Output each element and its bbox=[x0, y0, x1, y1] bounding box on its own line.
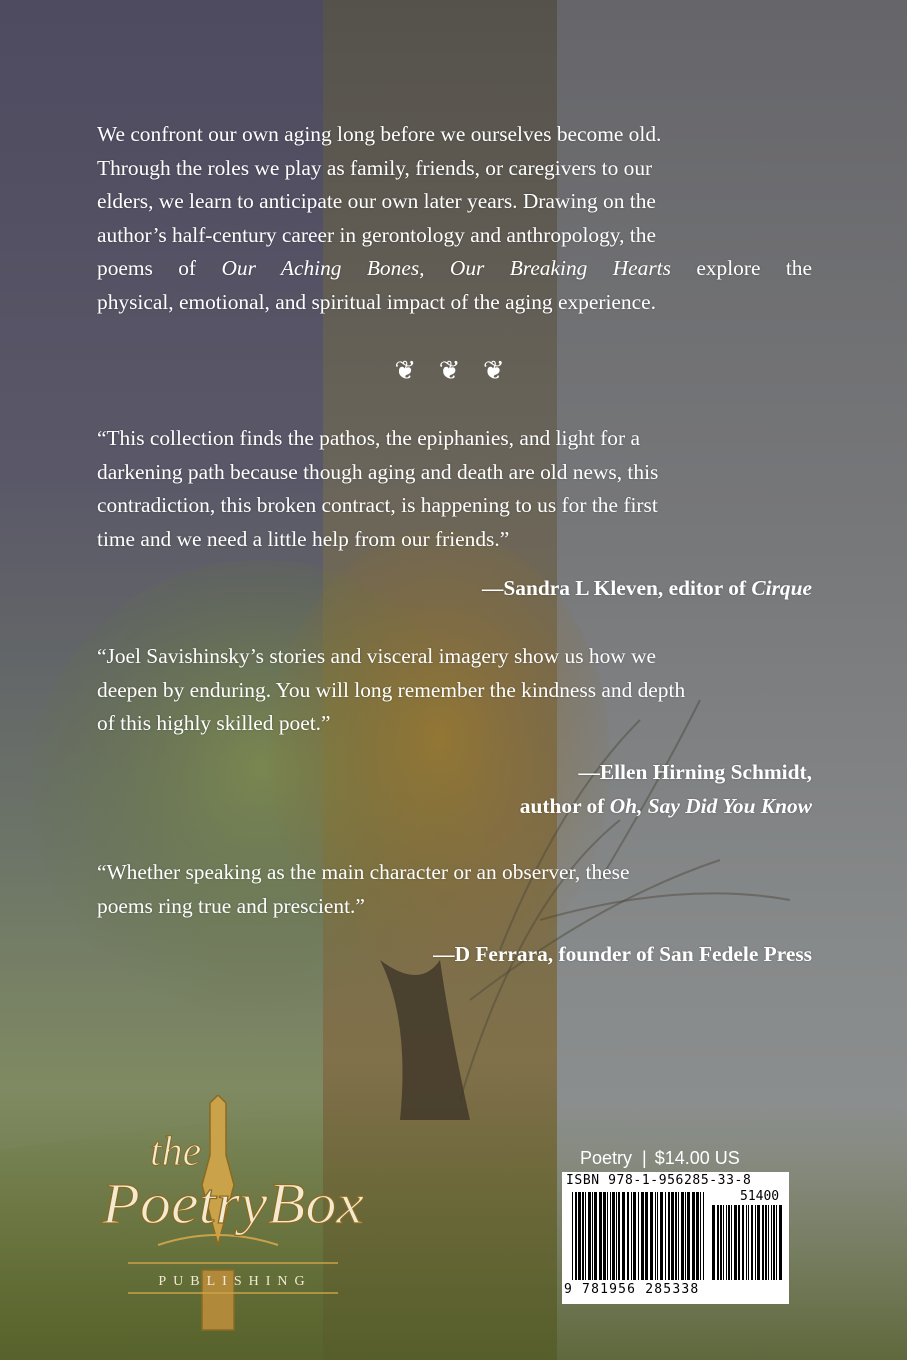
barcode-bar bbox=[687, 1192, 690, 1280]
barcode-bar bbox=[734, 1205, 737, 1280]
quote-line: “Whether speaking as the main character or an observer, these bbox=[97, 860, 630, 884]
ean-barcode-bars bbox=[572, 1192, 707, 1280]
description-line: elders, we learn to anticipate our own later years. Drawing on the bbox=[97, 189, 656, 214]
logo-name-text: PoetryBox bbox=[100, 1171, 365, 1236]
description-line: author’s half-century career in gerontology and anthropology, the bbox=[97, 222, 656, 247]
barcode-bar bbox=[618, 1192, 620, 1280]
description-line: Through the roles we play as family, friends, or caregivers to our bbox=[97, 155, 653, 180]
attribution-text: author of bbox=[519, 793, 605, 818]
barcode-bar bbox=[665, 1192, 666, 1280]
barcode-bar bbox=[592, 1192, 593, 1280]
quote-line: of this highly skilled poet.” bbox=[97, 711, 331, 736]
barcode-bar bbox=[685, 1192, 686, 1280]
barcode-bar bbox=[638, 1192, 639, 1280]
barcode-bar bbox=[773, 1205, 775, 1280]
description-line: physical, emotional, and spiritual impact of the aging experience. bbox=[97, 289, 656, 314]
endorsement-quote bbox=[97, 856, 812, 923]
barcode-bar bbox=[762, 1205, 764, 1280]
attribution-name: —Ellen Hirning Schmidt, bbox=[578, 760, 812, 784]
quote-line: darkening path because though aging and death are old news, this bbox=[97, 459, 659, 484]
barcode-bar bbox=[633, 1192, 636, 1280]
barcode-bar bbox=[599, 1192, 602, 1280]
barcode-bar bbox=[751, 1205, 753, 1280]
price-line bbox=[580, 1148, 740, 1169]
description-text: poems of bbox=[97, 256, 197, 281]
attribution-role bbox=[520, 790, 812, 824]
attribution-text: —Sandra L Kleven, editor of bbox=[481, 576, 747, 600]
barcode-bar bbox=[742, 1205, 744, 1280]
barcode-bar bbox=[610, 1192, 611, 1280]
book-title: Our Aching Bones, Our Breaking Hearts bbox=[221, 256, 671, 281]
barcode-bar bbox=[771, 1205, 772, 1280]
quote-line: deepen by enduring. You will long remember the kindness and depth bbox=[97, 677, 686, 702]
barcode-bar bbox=[594, 1192, 597, 1280]
barcode-bar bbox=[779, 1205, 782, 1280]
description-line bbox=[97, 252, 812, 286]
barcode-bar bbox=[765, 1205, 767, 1280]
description-line: We confront our own aging long before we ourselves become old. bbox=[97, 122, 662, 146]
barcode-bar bbox=[588, 1192, 591, 1280]
quote-line: “This collection finds the pathos, the epiphanies, and light for a bbox=[97, 426, 640, 450]
logo-the-text: the bbox=[150, 1129, 202, 1175]
barcode-bar bbox=[582, 1192, 584, 1280]
barcode-bar bbox=[660, 1192, 663, 1280]
genre-label: Poetry bbox=[580, 1148, 633, 1168]
isbn-barcode bbox=[562, 1172, 789, 1304]
barcode-bar bbox=[607, 1192, 608, 1280]
barcode-bar bbox=[700, 1192, 701, 1280]
poetry-box-publishing-logo bbox=[98, 1095, 373, 1335]
quote-attribution bbox=[482, 572, 812, 606]
description-text: explore the bbox=[696, 256, 812, 281]
quote-attribution: —D Ferrara, founder of San Fedele Press bbox=[433, 942, 812, 966]
price-addon-code: 51400 bbox=[740, 1189, 780, 1204]
fleuron-ornament: ❦ ❦ ❦ bbox=[394, 356, 513, 385]
barcode-bar bbox=[616, 1192, 617, 1280]
quote-line: “Joel Savishinsky’s stories and visceral imagery show us how we bbox=[97, 644, 657, 668]
barcode-bar bbox=[612, 1192, 615, 1280]
barcode-bar bbox=[768, 1205, 769, 1280]
barcode-bar bbox=[622, 1192, 625, 1280]
barcode-bar bbox=[578, 1192, 581, 1280]
barcode-bar bbox=[631, 1192, 632, 1280]
barcode-bar bbox=[572, 1192, 573, 1280]
barcode-bar bbox=[703, 1192, 704, 1280]
barcode-bar bbox=[585, 1192, 586, 1280]
barcode-bar bbox=[671, 1192, 674, 1280]
logo-publishing-text: PUBLISHING bbox=[158, 1274, 312, 1289]
endorsement-quote bbox=[97, 422, 812, 556]
barcode-bar bbox=[757, 1205, 760, 1280]
barcode-bar bbox=[692, 1192, 695, 1280]
quote-attribution bbox=[520, 756, 812, 823]
barcode-bar bbox=[726, 1205, 727, 1280]
barcode-bar bbox=[728, 1205, 730, 1280]
barcode-bar bbox=[755, 1205, 756, 1280]
price-amount: $14.00 US bbox=[654, 1148, 740, 1168]
barcode-bar bbox=[627, 1192, 629, 1280]
quote-line: time and we need a little help from our friends.” bbox=[97, 526, 510, 551]
barcode-bar bbox=[731, 1205, 732, 1280]
barcode-bar bbox=[657, 1192, 658, 1280]
book-description bbox=[97, 118, 812, 320]
barcode-bar bbox=[675, 1192, 677, 1280]
attribution-publication: Cirque bbox=[751, 576, 812, 600]
barcode-bar bbox=[696, 1192, 699, 1280]
barcode-bar bbox=[717, 1205, 719, 1280]
barcode-bar bbox=[738, 1205, 740, 1280]
price-separator: | bbox=[642, 1148, 647, 1168]
isbn-label: ISBN 978-1-956285-33-8 bbox=[566, 1173, 752, 1188]
quote-line: poems ring true and prescient.” bbox=[97, 893, 365, 918]
barcode-bar bbox=[723, 1205, 724, 1280]
barcode-bar bbox=[746, 1205, 747, 1280]
barcode-bar bbox=[748, 1205, 749, 1280]
barcode-bar bbox=[603, 1192, 606, 1280]
barcode-bar bbox=[655, 1192, 656, 1280]
barcode-bar bbox=[575, 1192, 577, 1280]
addon-barcode-bars bbox=[712, 1205, 782, 1280]
ean-number: 9 781956 285338 bbox=[564, 1282, 700, 1297]
barcode-bar bbox=[641, 1192, 644, 1280]
quote-line: contradiction, this broken contract, is happening to us for the first bbox=[97, 493, 658, 518]
barcode-bar bbox=[712, 1205, 715, 1280]
barcode-bar bbox=[776, 1205, 777, 1280]
barcode-bar bbox=[720, 1205, 722, 1280]
barcode-bar bbox=[681, 1192, 684, 1280]
barcode-bar bbox=[650, 1192, 653, 1280]
barcode-bar bbox=[668, 1192, 670, 1280]
barcode-bar bbox=[645, 1192, 648, 1280]
barcode-bar bbox=[678, 1192, 679, 1280]
endorsement-quote bbox=[97, 640, 812, 741]
attribution-book: Oh, Say Did You Know bbox=[609, 793, 812, 818]
